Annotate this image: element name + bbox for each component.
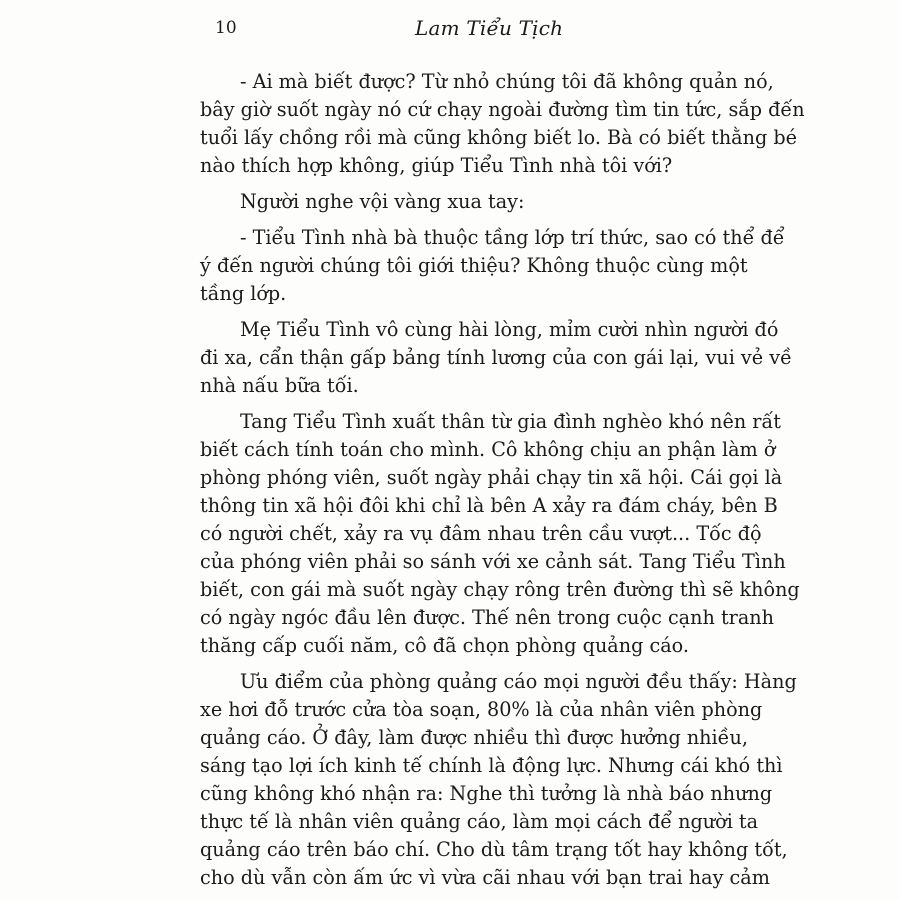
- paragraph-gap: [200, 180, 720, 188]
- text-line: thông tin xã hội đôi khi chỉ là bên A xảy ra đám cháy, bên B: [200, 494, 778, 517]
- text-line: sáng tạo lợi ích kinh tế chính là động lực. Nhưng cái khó thì: [200, 754, 783, 777]
- text-line: cũng không khó nhận ra: Nghe thì tưởng là nhà báo nhưng: [200, 782, 773, 805]
- text-line: có người chết, xảy ra vụ đâm nhau trên cầu vượt... Tốc độ: [200, 522, 762, 545]
- text-line: có ngày ngóc đầu lên được. Thế nên trong cuộc cạnh tranh: [200, 606, 774, 629]
- text-line: xe hơi đỗ trước cửa tòa soạn, 80% là của nhân viên phòng: [200, 698, 763, 721]
- paragraph-gap: [200, 308, 720, 316]
- paragraph-gap: [200, 660, 720, 668]
- text-line: ý đến người chúng tôi giới thiệu? Không thuộc cùng một: [200, 254, 748, 277]
- text-line: nhà nấu bữa tối.: [200, 374, 359, 397]
- text-line: quảng cáo trên báo chí. Cho dù tâm trạng tốt hay không tốt,: [200, 838, 788, 861]
- text-line: Ưu điểm của phòng quảng cáo mọi người đều thấy: Hàng: [240, 670, 797, 693]
- text-line: tuổi lấy chồng rồi mà cũng không biết lo. Bà có biết thằng bé: [200, 126, 797, 149]
- text-line: biết cách tính toán cho mình. Cô không chịu an phận làm ở: [200, 438, 776, 461]
- paragraph: [200, 224, 785, 308]
- text-line: quảng cáo. Ở đây, làm được nhiều thì được hưởng nhiều,: [200, 726, 748, 749]
- text-line: thăng cấp cuối năm, cô đã chọn phòng quảng cáo.: [200, 634, 689, 657]
- text-line: cho dù vẫn còn ấm ức vì vừa cãi nhau với bạn trai hay cảm: [200, 866, 770, 889]
- running-title: Lam Tiểu Tịch: [415, 16, 564, 40]
- paragraph: [200, 668, 797, 892]
- text-line: biết, con gái mà suốt ngày chạy rông trên đường thì sẽ không: [200, 578, 800, 601]
- text-line: Tang Tiểu Tình xuất thân từ gia đình nghèo khó nên rất: [240, 410, 781, 433]
- text-line: bây giờ suốt ngày nó cứ chạy ngoài đường tìm tin tức, sắp đến: [200, 98, 805, 121]
- text-line: phòng phóng viên, suốt ngày phải chạy tin xã hội. Cái gọi là: [200, 466, 783, 489]
- page-number: 10: [215, 18, 237, 38]
- text-line: thực tế là nhân viên quảng cáo, làm mọi cách để người ta: [200, 810, 759, 833]
- text-line: đi xa, cẩn thận gấp bảng tính lương của con gái lại, vui vẻ về: [200, 346, 792, 369]
- body-text: [200, 68, 805, 892]
- paragraph: [200, 408, 800, 660]
- text-line: tầng lớp.: [200, 282, 287, 305]
- paragraph: [200, 68, 805, 180]
- page-header: [210, 14, 730, 44]
- text-line: Mẹ Tiểu Tình vô cùng hài lòng, mỉm cười nhìn người đó: [240, 318, 779, 341]
- paragraph: [200, 188, 720, 216]
- paragraph-gap: [200, 216, 720, 224]
- text-line: Người nghe vội vàng xua tay:: [240, 190, 525, 213]
- paragraph-gap: [200, 400, 720, 408]
- text-line: nào thích hợp không, giúp Tiểu Tình nhà tôi với?: [200, 154, 673, 177]
- text-line: - Tiểu Tình nhà bà thuộc tầng lớp trí thức, sao có thể để: [240, 226, 785, 249]
- text-line: - Ai mà biết được? Từ nhỏ chúng tôi đã không quản nó,: [240, 70, 774, 93]
- text-line: của phóng viên phải so sánh với xe cảnh sát. Tang Tiểu Tình: [200, 550, 786, 573]
- paragraph: [200, 316, 792, 400]
